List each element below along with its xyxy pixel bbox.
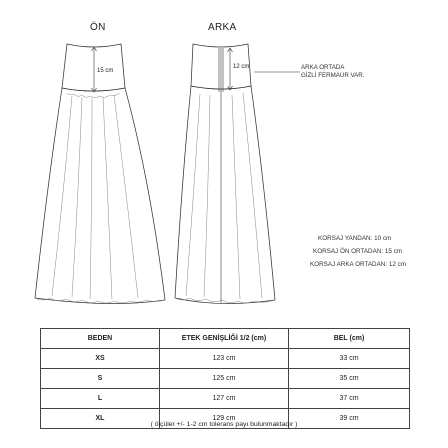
spec-side: KORSAJ YANDAN: 10 cm: [318, 235, 392, 242]
table-row: [41, 369, 410, 389]
waist-cell: 33 cm: [289, 349, 410, 369]
zipper-note: [301, 64, 365, 80]
header-size: BEDEN: [41, 329, 160, 349]
front-skirt-drawing: [35, 44, 165, 304]
back-view-label: ARKA: [208, 22, 237, 33]
zipper-note-line-2: GİZLİ FERMAUR VAR.: [301, 72, 365, 79]
size-cell: XL: [41, 409, 160, 429]
waist-cell: 35 cm: [289, 369, 410, 389]
back-skirt-body: [175, 86, 275, 304]
waist-cell: 37 cm: [289, 389, 410, 409]
back-dimension-label: 12 cm: [233, 64, 250, 70]
header-waist: BEL (cm): [289, 329, 410, 349]
size-cell: XS: [41, 349, 160, 369]
front-view-label: ÖN: [90, 22, 106, 33]
width-cell: 127 cm: [160, 389, 289, 409]
header-skirt-width: ETEK GENİŞLİĞİ 1/2 (cm): [160, 329, 289, 349]
width-cell: 123 cm: [160, 349, 289, 369]
spec-back-center: KORSAJ ARKA ORTADAN: 12 cm: [310, 261, 406, 268]
width-cell: 125 cm: [160, 369, 289, 389]
table-header-row: [41, 329, 410, 349]
size-cell: S: [41, 369, 160, 389]
back-skirt-drawing: [175, 44, 300, 304]
zipper-note-line-1: ARKA ORTADA: [301, 64, 345, 71]
spec-front-center: KORSAJ ÖN ORTADAN: 15 cm: [313, 248, 402, 255]
tolerance-footnote: ( ölçüler +/- 1-2 cm tolerans payı bulunmaktadır ): [150, 421, 298, 428]
width-cell: 129 cm: [160, 409, 289, 429]
size-chart-table: [40, 328, 410, 429]
front-waistband: [62, 44, 125, 91]
table-row: [41, 389, 410, 409]
front-skirt-body: [35, 88, 165, 304]
size-cell: L: [41, 389, 160, 409]
waist-cell: 39 cm: [289, 409, 410, 429]
table-row: [41, 349, 410, 369]
front-dimension-label: 15 cm: [97, 68, 114, 74]
